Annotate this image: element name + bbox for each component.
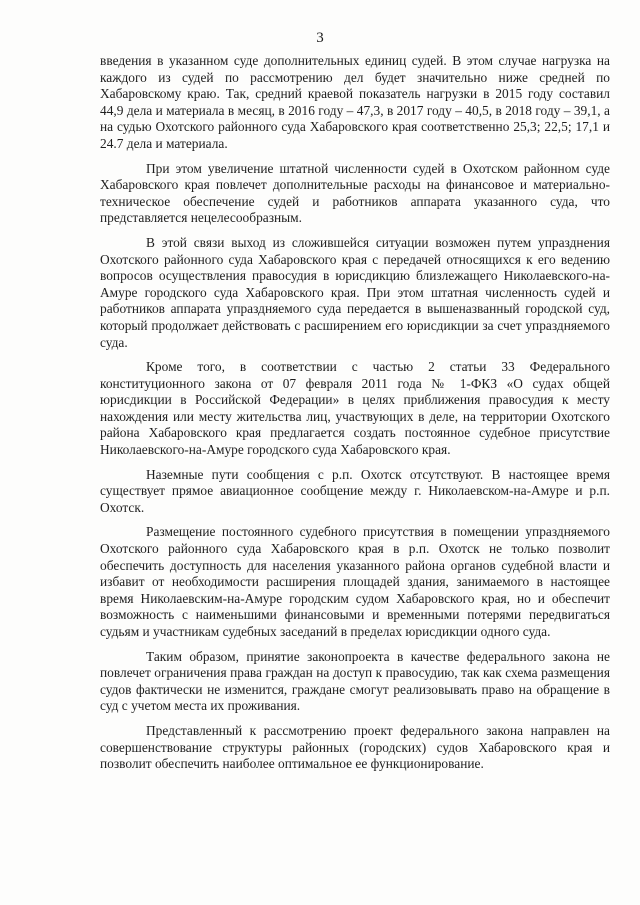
paragraph-3: В этой связи выход из сложившейся ситуации возможен путем упразднения Охотского районного суда Хабаровского края с передачей относящихся к его ведению вопросов осуществления правосудия в юрисдикцию близлежащего Николаевского-на-Амуре городского суда Хабаровского края. При этом штатная численность судей и работников аппарата упраздняемого суда передается в вышеназванный городской суд, который продолжает действовать с расширением его юрисдикции за счет упраздняемого суда. (100, 234, 610, 350)
paragraph-1: введения в указанном суде дополнительных единиц судей. В этом случае нагрузка на каждого из судей по рассмотрению дел будет значительно ниже средней по Хабаровскому краю. Так, средний краевой показатель нагрузки в 2015 году составил 44,9 дела и материала в месяц, в 2016 году – 47,3, в 2017 году – 40,5, в 2018 году – 39,1, а на судью Охотского районного суда Хабаровского края соответственно 25,3; 22,5; 17,1 и 24.7 дела и материала. (100, 53, 610, 151)
paragraph-7: Таким образом, принятие законопроекта в качестве федерального закона не повлечет ограничения права граждан на доступ к правосудию, так как схема размещения судов фактически не изменится, граждане смогут реализовывать право на обращение в суд с учетом места их проживания. (100, 648, 610, 714)
page-number: 3 (316, 30, 324, 46)
paragraph-6: Размещение постоянного судебного присутствия в помещении упраздняемого Охотского районного суда Хабаровского края в р.п. Охотск не только позволит обеспечить доступность для населения указанного района органов судебной власти и избавит от необходимости расширения площадей здания, занимаемого в настоящее время Николаевским-на-Амуре городским судом Хабаровского края, но и обеспечит возможность с наименьшими финансовыми и временными потерями передвигаться судьям и участникам судебных заседаний в пределах юрисдикции одного суда. (100, 524, 610, 639)
paragraph-8: Представленный к рассмотрению проект федерального закона направлен на совершенствование структуры районных (городских) судов Хабаровского края и позволит обеспечить наиболее оптимальное ее функционирование. (100, 722, 610, 772)
paragraph-2: При этом увеличение штатной численности судей в Охотском районном суде Хабаровского края повлечет дополнительные расходы на финансовое и материально-техническое обеспечение судей и работников аппарата указанного суда, что представляется нецелесообразным. (100, 160, 610, 226)
paragraph-4: Кроме того, в соответствии с частью 2 статьи 33 Федерального конституционного закона от 07 февраля 2011 года № 1-ФКЗ «О судах общей юрисдикции в Российской Федерации» в целях приближения правосудия к месту нахождения или месту жительства лиц, участвующих в деле, на территории Охотского района Хабаровского края предлагается создать постоянное судебное присутствие Николаевского-на-Амуре городского суда Хабаровского края. (100, 359, 610, 458)
document-body (100, 53, 610, 781)
paragraph-5: Наземные пути сообщения с р.п. Охотск отсутствуют. В настоящее время существует прямое авиационное сообщение между г. Николаевском-на-Амуре и р.п. Охотск. (100, 466, 610, 515)
